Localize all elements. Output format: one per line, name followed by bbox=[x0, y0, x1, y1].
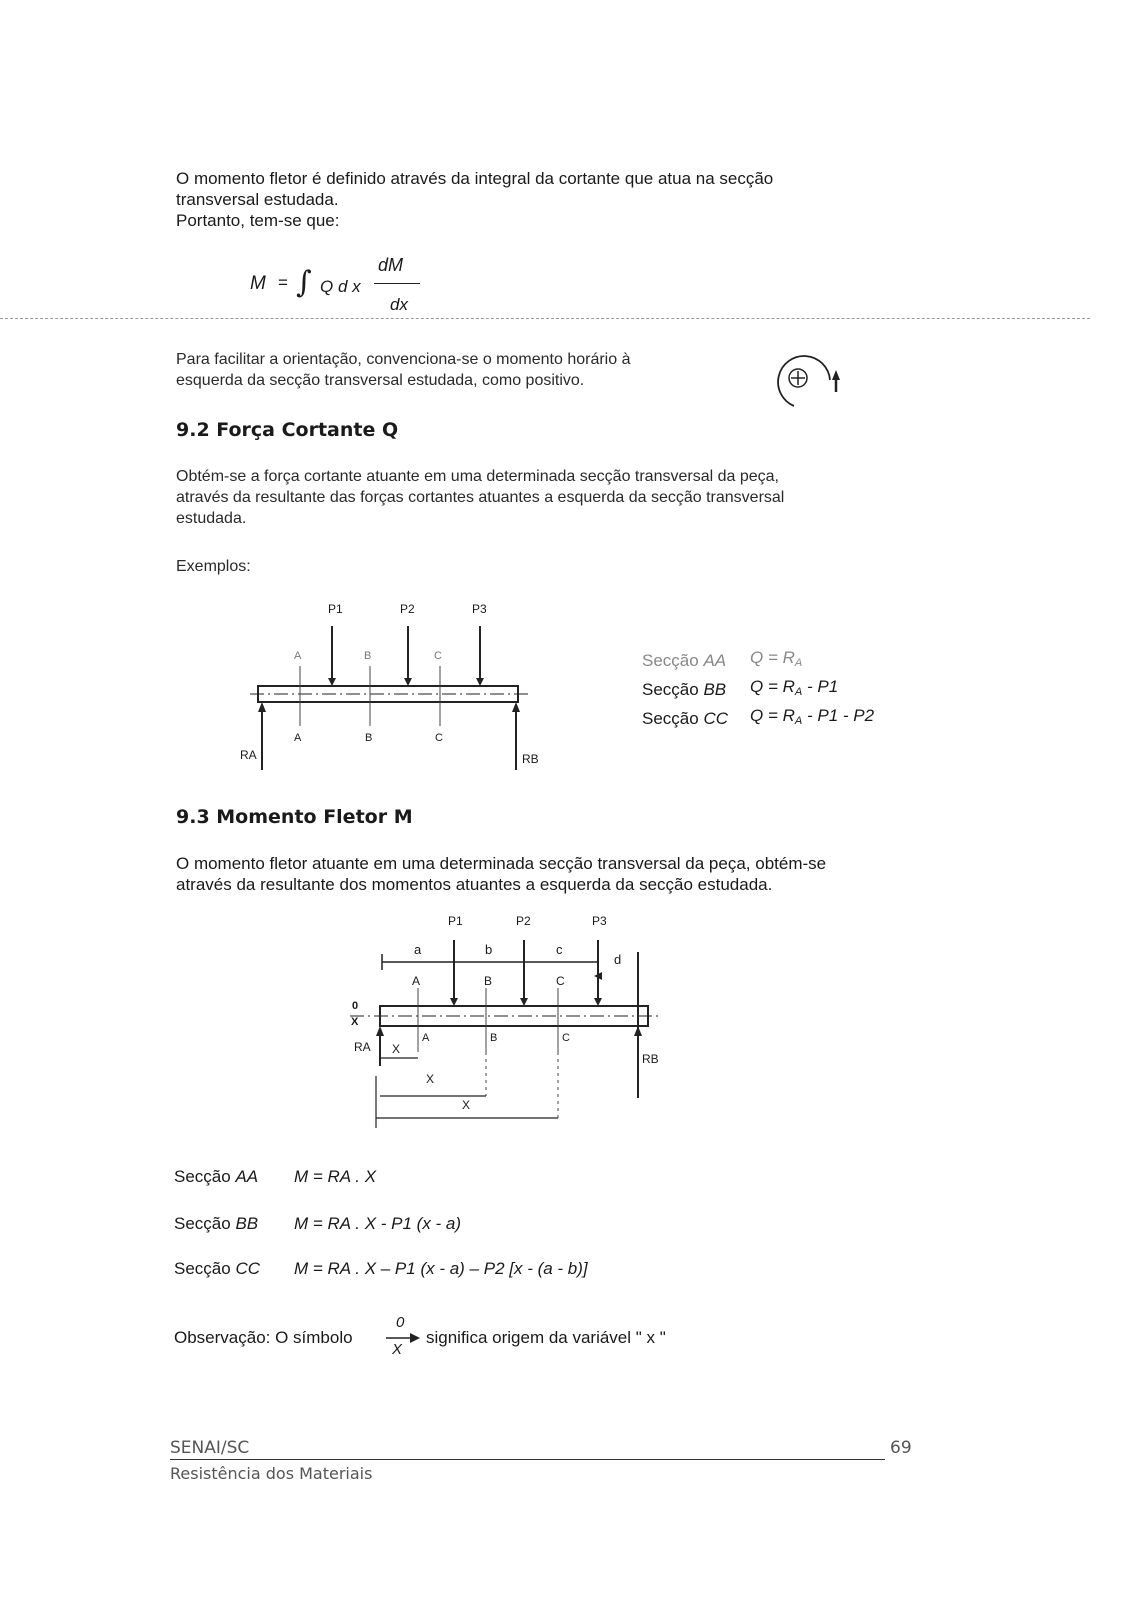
intro-line: O momento fletor é definido através da integral da cortante que atua na secção bbox=[176, 169, 774, 188]
section-93-paragraph bbox=[176, 853, 826, 895]
formula-numerator: dM bbox=[378, 255, 404, 275]
moment-row bbox=[174, 1166, 377, 1188]
formula-lhs: M bbox=[250, 273, 266, 294]
section-bottom-label-c: C bbox=[562, 1032, 570, 1044]
eq-sub: A bbox=[794, 657, 803, 669]
origin-label-top: 0 bbox=[352, 1000, 359, 1012]
integral-sign: ∫ bbox=[296, 265, 312, 300]
x-label: X bbox=[392, 1042, 401, 1056]
intro-line: Portanto, tem-se que: bbox=[176, 211, 340, 230]
section-id: CC bbox=[235, 1259, 260, 1278]
reaction-label-rb: RB bbox=[642, 1052, 659, 1066]
eq-lhs: Q bbox=[750, 648, 764, 667]
section-93-line: através da resultante dos momentos atuantes a esquerda da secção estudada. bbox=[176, 875, 773, 894]
formula-equals: = bbox=[278, 273, 288, 292]
eq-rest: - P1 - P2 bbox=[802, 706, 875, 725]
span-label-b: b bbox=[485, 942, 493, 957]
eq-rest: - P1 bbox=[802, 677, 839, 696]
section-92-line: através da resultante das forças cortantes atuantes a esquerda da secção transversal bbox=[176, 489, 785, 506]
examples-label: Exemplos: bbox=[176, 558, 251, 575]
convention-line: esquerda da secção transversal estudada, como positivo. bbox=[176, 372, 585, 389]
moment-eq: M = RA . X bbox=[294, 1167, 377, 1186]
shear-row bbox=[642, 646, 896, 675]
load-label-p1: P1 bbox=[448, 914, 463, 928]
convention-line: Para facilitar a orientação, convenciona-se o momento horário à bbox=[176, 351, 631, 368]
section-top-label-b: B bbox=[484, 974, 493, 988]
section-label: Secção bbox=[642, 651, 699, 670]
origin-symbol-top: 0 bbox=[396, 1314, 405, 1331]
section-bottom-label-b: B bbox=[365, 732, 373, 744]
section-top-label-c: C bbox=[434, 650, 442, 662]
observation-prefix: Observação: O símbolo bbox=[174, 1328, 353, 1347]
section-top-label-c: C bbox=[556, 974, 565, 988]
section-id: BB bbox=[235, 1214, 259, 1233]
moment-row bbox=[174, 1258, 588, 1280]
footer-subtitle: Resistência dos Materiais bbox=[170, 1464, 373, 1483]
section-label: Secção bbox=[642, 709, 699, 728]
section-bottom-label-c: C bbox=[435, 732, 443, 744]
section-92-paragraph bbox=[176, 466, 784, 529]
eq-lhs: Q bbox=[750, 677, 764, 696]
footer-org: SENAI/SC bbox=[170, 1438, 250, 1458]
eq-rhs: = R bbox=[767, 706, 795, 725]
moment-eq: M = RA . X – P1 (x - a) – P2 [x - (a - b)] bbox=[294, 1259, 588, 1278]
load-label-p3: P3 bbox=[472, 602, 487, 616]
moment-row bbox=[174, 1213, 462, 1235]
section-92-line: estudada. bbox=[176, 510, 247, 527]
origin-symbol-bottom: X bbox=[392, 1341, 403, 1358]
eq-rhs: = R bbox=[767, 677, 795, 696]
section-top-label-a: A bbox=[294, 650, 302, 662]
section-label: Secção bbox=[174, 1167, 231, 1186]
reaction-label-ra: RA bbox=[354, 1040, 371, 1054]
observation bbox=[174, 1314, 734, 1360]
section-label: Secção bbox=[174, 1214, 231, 1233]
formula-integrand: Q d x bbox=[320, 277, 361, 296]
footer-page-number: 69 bbox=[890, 1438, 912, 1458]
origin-label-bottom: X bbox=[351, 1016, 359, 1028]
moment-integral-formula bbox=[250, 255, 450, 317]
eq-lhs: Q bbox=[750, 706, 764, 725]
section-label: Secção bbox=[642, 680, 699, 699]
reaction-label-rb: RB bbox=[522, 752, 539, 766]
section-92-title: 9.2 Força Cortante Q bbox=[176, 419, 399, 441]
section-bottom-label-a: A bbox=[294, 732, 302, 744]
section-92-line: Obtém-se a força cortante atuante em uma determinada secção transversal da peça, bbox=[176, 468, 779, 485]
clockwise-positive-icon bbox=[760, 340, 840, 420]
formula-denominator: dx bbox=[390, 295, 408, 314]
eq-rhs: = R bbox=[767, 648, 795, 667]
shear-row bbox=[642, 704, 896, 733]
footer-rule bbox=[170, 1459, 885, 1460]
span-label-c: c bbox=[556, 942, 563, 957]
section-bottom-label-a: A bbox=[422, 1032, 430, 1044]
section-id: BB bbox=[703, 680, 727, 699]
section-93-line: O momento fletor atuante em uma determinada secção transversal da peça, obtém-se bbox=[176, 854, 827, 873]
load-label-p2: P2 bbox=[516, 914, 531, 928]
convention-paragraph bbox=[176, 349, 630, 391]
span-label-d: d bbox=[614, 952, 622, 967]
x-label: X bbox=[426, 1072, 435, 1086]
shear-row bbox=[642, 675, 896, 704]
section-top-label-a: A bbox=[412, 974, 421, 988]
section-93-title: 9.3 Momento Fletor M bbox=[176, 806, 413, 828]
beam-moment-diagram bbox=[340, 906, 670, 1136]
separator bbox=[0, 318, 1090, 319]
intro-paragraph bbox=[176, 168, 773, 231]
eq-sub: A bbox=[794, 715, 803, 727]
section-label: Secção bbox=[174, 1259, 231, 1278]
observation-suffix: significa origem da variável " x " bbox=[426, 1328, 666, 1347]
beam-shear-diagram bbox=[230, 598, 550, 778]
section-id: AA bbox=[235, 1167, 259, 1186]
span-label-a: a bbox=[414, 942, 422, 957]
load-label-p1: P1 bbox=[328, 602, 343, 616]
origin-arrow-icon bbox=[384, 1332, 422, 1344]
section-bottom-label-b: B bbox=[490, 1032, 498, 1044]
reaction-label-ra: RA bbox=[240, 748, 257, 762]
eq-sub: A bbox=[794, 686, 803, 698]
load-label-p2: P2 bbox=[400, 602, 415, 616]
section-top-label-b: B bbox=[364, 650, 372, 662]
moment-eq: M = RA . X - P1 (x - a) bbox=[294, 1214, 462, 1233]
shear-equations bbox=[642, 646, 896, 733]
load-label-p3: P3 bbox=[592, 914, 607, 928]
section-id: CC bbox=[703, 709, 728, 728]
section-id: AA bbox=[703, 651, 727, 670]
intro-line: transversal estudada. bbox=[176, 190, 339, 209]
x-label: X bbox=[462, 1098, 471, 1112]
fraction-bar bbox=[374, 283, 420, 284]
